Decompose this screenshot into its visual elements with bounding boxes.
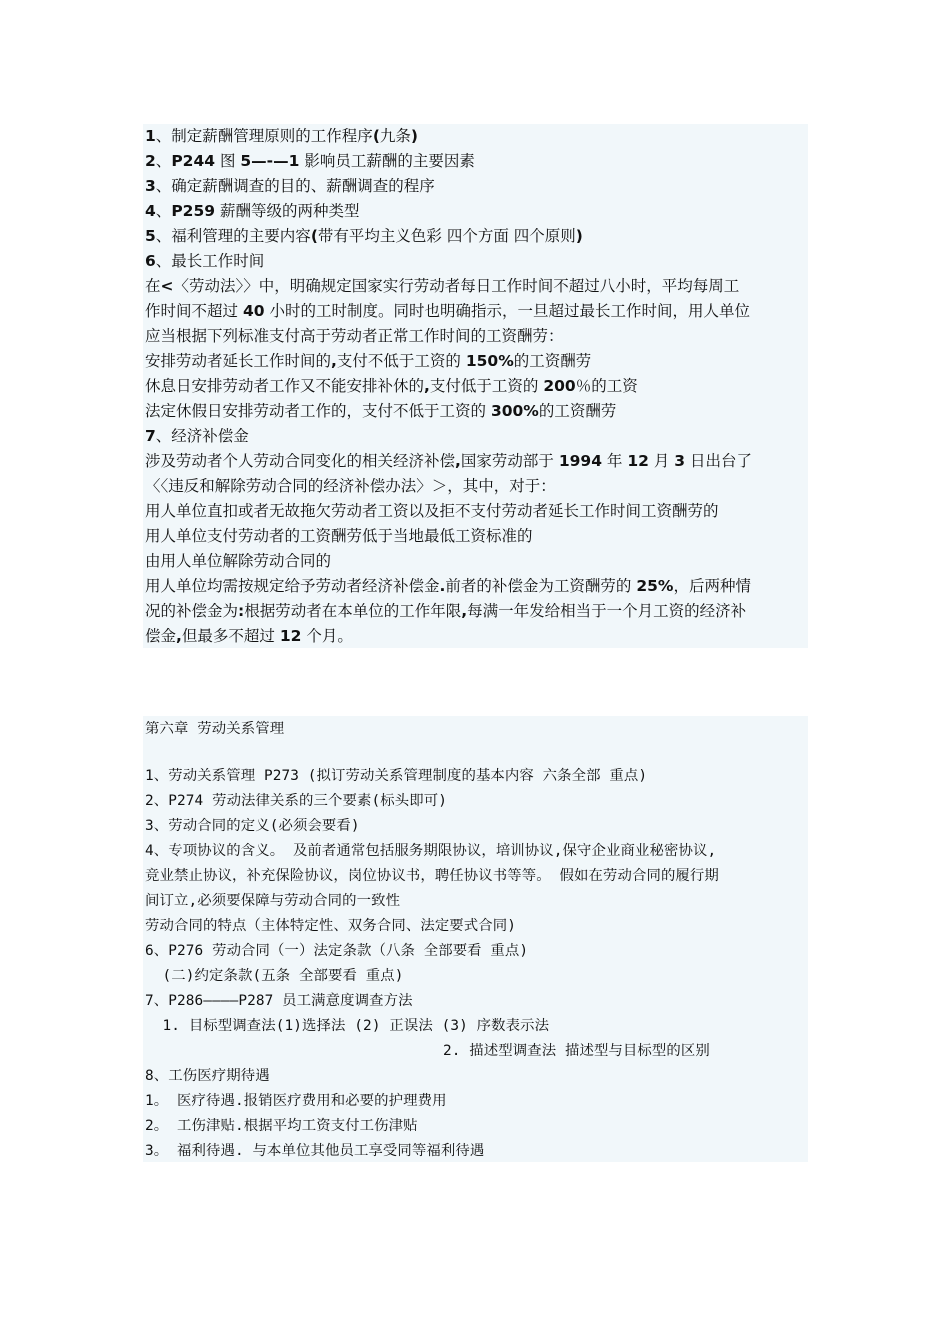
heading-item-5: 5、福利管理的主要内容(带有平均主义色彩 四个方面 四个原则) bbox=[145, 227, 583, 245]
paragraph-line: 休息日安排劳动者工作又不能安排补休的,支付低于工资的 200％的工资 bbox=[145, 377, 638, 395]
paragraph-line: 偿金,但最多不超过 12 个月。 bbox=[145, 627, 353, 645]
heading-item-3: 3、确定薪酬调查的目的、薪酬调查的程序 bbox=[145, 177, 435, 195]
list-line: 4、专项协议的含义。 及前者通常包括服务期限协议，培训协议,保守企业商业秘密协议, bbox=[145, 843, 717, 859]
paragraph-line: 况的补偿金为:根据劳动者在本单位的工作年限,每满一年发给相当于一个月工资的经济补 bbox=[145, 602, 747, 620]
heading-item-2: 2、P244 图 5—-—1 影响员工薪酬的主要因素 bbox=[145, 152, 475, 170]
list-line: 1. 目标型调查法(1)选择法 (2) 正误法 (3) 序数表示法 bbox=[145, 1018, 550, 1034]
heading-item-4: 4、P259 薪酬等级的两种类型 bbox=[145, 202, 360, 220]
list-line: 劳动合同的特点（主体特定性、双务合同、法定要式合同) bbox=[145, 918, 517, 934]
list-line: 3。 福利待遇. 与本单位其他员工享受同等福利待遇 bbox=[145, 1143, 485, 1159]
list-line: 8、工伤医疗期待遇 bbox=[145, 1068, 270, 1084]
list-line: 2。 工伤津贴.根据平均工资支付工伤津贴 bbox=[145, 1118, 418, 1134]
paragraph-line: 〈〈违反和解除劳动合同的经济补偿办法〉＞，其中，对于： bbox=[145, 477, 556, 495]
heading-item-1: 1、制定薪酬管理原则的工作程序(九条) bbox=[145, 127, 419, 145]
paragraph-line: 用人单位直扣或者无故拖欠劳动者工资以及拒不支付劳动者延长工作时间工资酬劳的 bbox=[145, 502, 719, 520]
section-1-block bbox=[143, 124, 808, 648]
list-line: 1、劳动关系管理 P273 (拟订劳动关系管理制度的基本内容 六条全部 重点) bbox=[145, 768, 648, 784]
paragraph-line: 用人单位均需按规定给予劳动者经济补偿金.前者的补偿金为工资酬劳的 25%，后两种情 bbox=[145, 577, 751, 595]
paragraph-line: 在<〈劳动法〉〉中，明确规定国家实行劳动者每日工作时间不超过八小时，平均每周工 bbox=[145, 277, 740, 295]
paragraph-line: 涉及劳动者个人劳动合同变化的相关经济补偿,国家劳动部于 1994 年 12 月 3 日出台了 bbox=[145, 452, 753, 470]
list-line: (二)约定条款(五条 全部要看 重点) bbox=[145, 968, 404, 984]
list-line: 1。 医疗待遇.报销医疗费用和必要的护理费用 bbox=[145, 1093, 447, 1109]
paragraph-line: 作时间不超过 40 小时的工时制度。同时也明确指示，一旦超过最长工作时间，用人单位 bbox=[145, 302, 750, 320]
list-line: 6、P276 劳动合同（一）法定条款（八条 全部要看 重点) bbox=[145, 943, 529, 959]
paragraph-line: 用人单位支付劳动者的工资酬劳低于当地最低工资标准的 bbox=[145, 527, 533, 545]
section-2-block bbox=[143, 716, 808, 1162]
list-line: 间订立,必须要保障与劳动合同的一致性 bbox=[145, 893, 401, 909]
chapter-title: 第六章 劳动关系管理 bbox=[145, 721, 285, 737]
list-line: 2. 描述型调查法 描述型与目标型的区别 bbox=[145, 1043, 710, 1059]
list-line: 3、劳动合同的定义(必须会要看) bbox=[145, 818, 360, 834]
heading-item-6: 6、最长工作时间 bbox=[145, 252, 265, 270]
heading-item-7: 7、经济补偿金 bbox=[145, 427, 249, 445]
paragraph-line: 法定休假日安排劳动者工作的，支付不低于工资的 300%的工资酬劳 bbox=[145, 402, 617, 420]
paragraph-line: 应当根据下列标准支付高于劳动者正常工作时间的工资酬劳： bbox=[145, 327, 564, 345]
list-line: 7、P286————P287 员工满意度调查方法 bbox=[145, 993, 413, 1009]
list-line: 竞业禁止协议，补充保险协议，岗位协议书，聘任协议书等等。 假如在劳动合同的履行期 bbox=[145, 868, 719, 884]
list-line: 2、P274 劳动法律关系的三个要素(标头即可) bbox=[145, 793, 447, 809]
paragraph-line: 安排劳动者延长工作时间的,支付不低于工资的 150%的工资酬劳 bbox=[145, 352, 592, 370]
paragraph-line: 由用人单位解除劳动合同的 bbox=[145, 552, 332, 570]
